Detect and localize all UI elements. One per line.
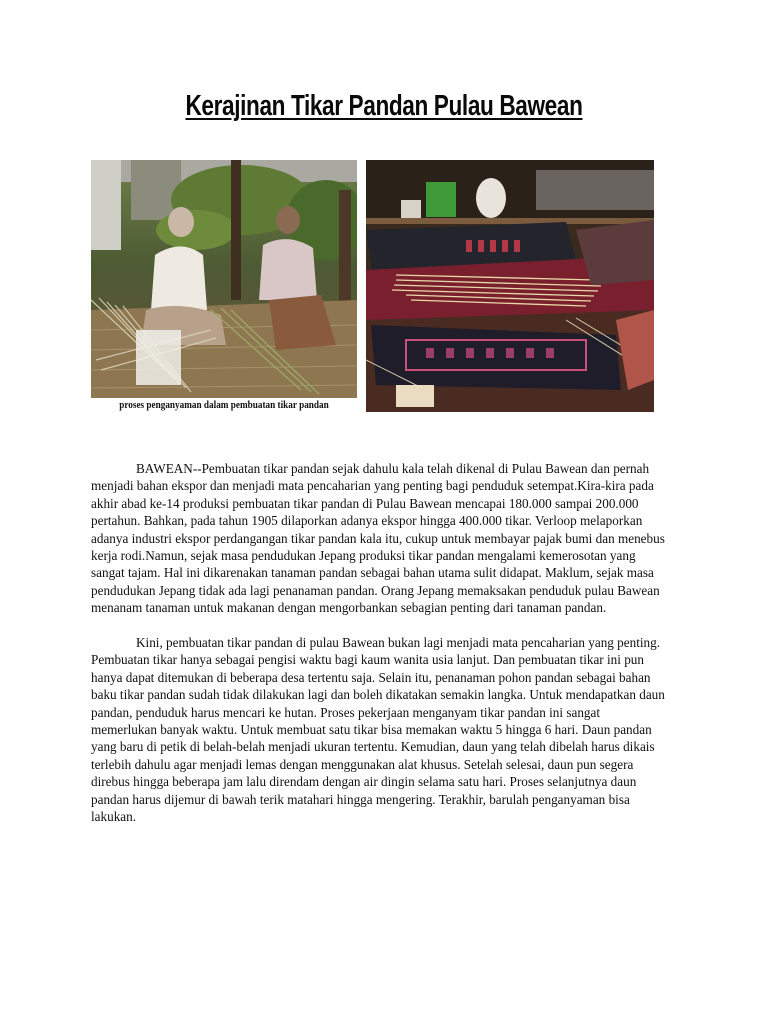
paragraph-text: Kini, pembuatan tikar pandan di pulau Bawean bukan lagi menjadi mata pencaharian yang penting. Pembuatan tikar hanya sebagai pengisi waktu bagi kaum wanita usia lanjut. Dan pembuatan tikar ini pun hanya dapat ditemukan di beberapa desa tertentu saja. Selain itu, penanaman pohon pandan sebagai bahan baku tikar pandan sudah tidak dilakukan lagi dan boleh dikatakan semakin langka. Untuk mendapatkan daun pandan, penduduk harus mencari ke hutan. Proses pekerjaan menganyam tikar pandan ini sangat memerlukan banyak waktu. Untuk membuat satu tikar bisa memakan waktu 5 hingga 6 hari. Daun pandan yang baru di petik di belah-belah menjadi ukuran tertentu. Kemudian, daun yang telah dibelah harus dikais terlebih dahulu agar menjadi lemas dengan menggunakan alat khusus. Setelah selesai, daun pun segera direbus hingga beberapa jam lalu direndam dengan air dingin selama satu hari. Proses selanjutnya daun pandan harus dijemur di bawah terik matahari hingga mengering. Terakhir, barulah penganyaman bisa lakukan. — [91, 635, 665, 825]
paragraph-lead: BAWEAN — [136, 461, 193, 476]
paragraph-2 — [91, 634, 669, 825]
page-title: Kerajinan Tikar Pandan Pulau Bawean — [185, 90, 583, 122]
paragraph-text: --Pembuatan tikar pandan sejak dahulu kala telah dikenal di Pulau Bawean dan pernah menjadi bahan ekspor dan menjadi mata pencaharian yang penting bagi penduduk setempat.Kira-kira pada akhir abad ke-14 produksi pembuatan tikar pandan di Pulau Bawean mencapai 180.000 sampai 200.000 pertahun. Bahkan, pada tahun 1905 dilaporkan adanya ekspor hingga 400.000 tikar. Verloop melaporkan adanya industri ekspor perdangangan tikar pandan kala itu, cukup untuk membayar pajak bumi dan menebus kerja rodi.Namun, sejak masa pendudukan Jepang produksi tikar pandan mengalami kemerosotan yang sangat tajam. Hal ini dikarenakan tanaman pandan sebagai bahan utama sulit didapat. Maklum, sejak masa pendudukan Jepang tidak ada lagi penanaman pandan. Orang Jepang memaksakan penduduk pulau Bawean menanam tanaman untuk makanan dengan mengorbankan sebagian penting dari tanaman pandan. — [91, 461, 665, 616]
pandan-mats-photo — [366, 160, 654, 412]
weaving-photo — [91, 160, 357, 398]
photo-caption: proses penganyaman dalam pembuatan tikar pandan — [119, 400, 329, 411]
article-body — [91, 460, 669, 843]
paragraph-1 — [91, 460, 669, 617]
